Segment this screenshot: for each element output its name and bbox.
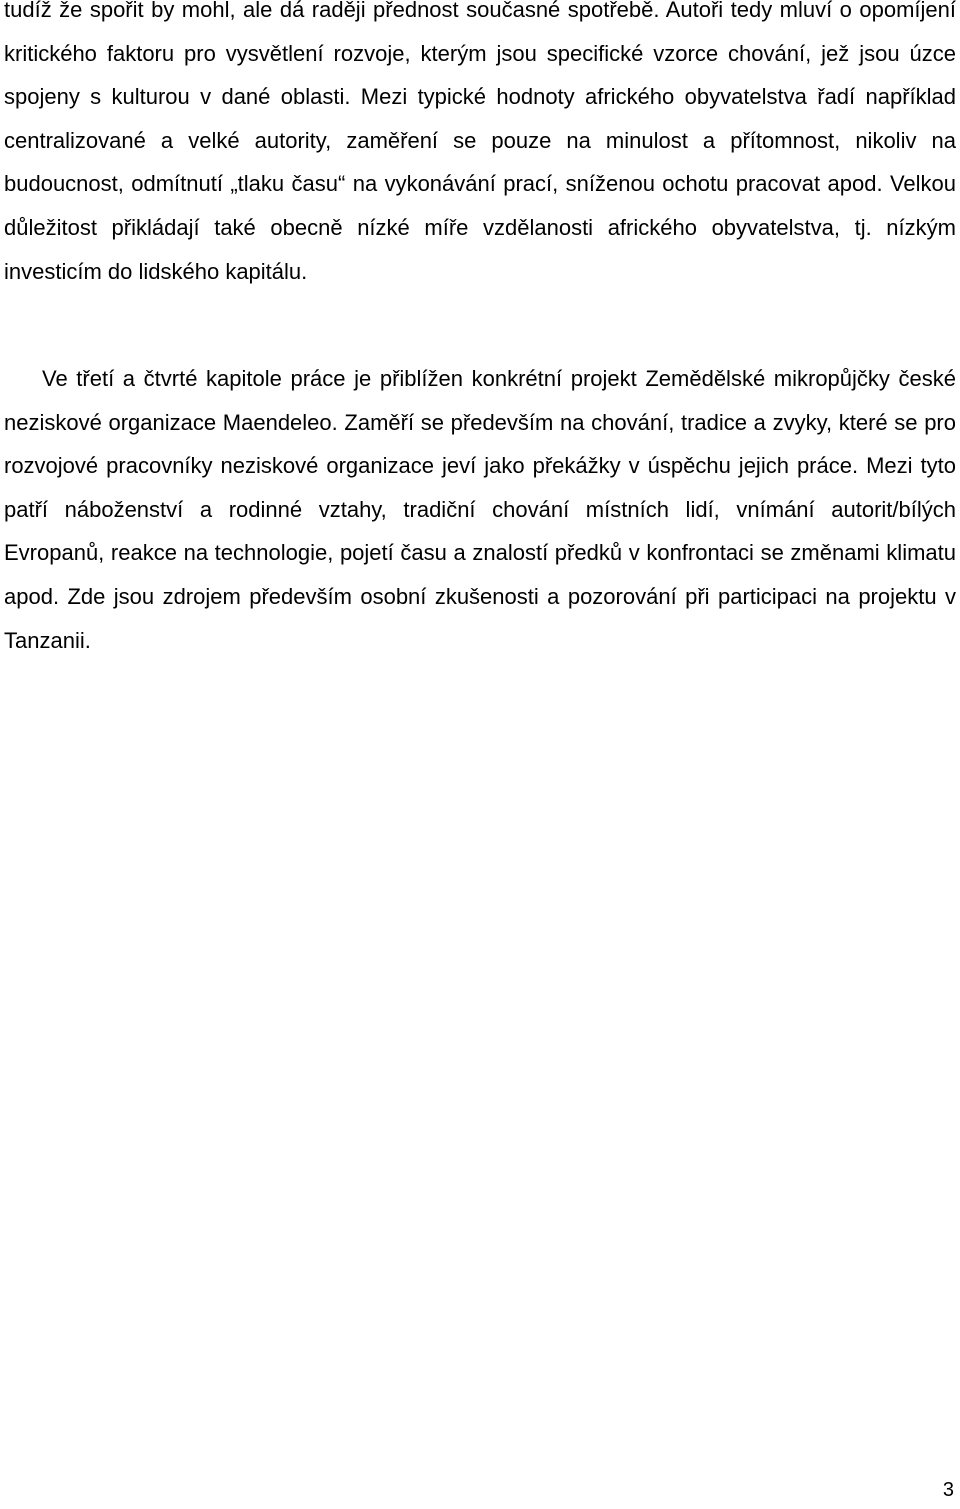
page-number: 3 xyxy=(942,1479,954,1501)
paragraph-1: tudíž že spořit by mohl, ale dá raději přednost současné spotřebě. Autoři tedy mluví o opomíjení kritického faktoru pro vysvětlení rozvoje, kterým jsou specifické vzorce chování, jež jsou úzce spojeny s kulturou v dané oblasti. Mezi typické hodnoty afrického obyvatelstva řadí například centralizované a velké autority, zaměření se pouze na minulost a přítomnost, nikoliv na budoucnost, odmítnutí „tlaku času“ na vykonávání prací, sníženou ochotu pracovat apod. Velkou důležitost přikládají také obecně nízké míře vzdělanosti afrického obyvatelstva, tj. nízkým investicím do lidského kapitálu. xyxy=(4,0,956,284)
paragraph-2: Ve třetí a čtvrté kapitole práce je přiblížen konkrétní projekt Zemědělské mikropůjčky české neziskové organizace Maendeleo. Zaměří se především na chování, tradice a zvyky, které se pro rozvojové pracovníky neziskové organizace jeví jako překážky v úspěchu jejich práce. Mezi tyto patří náboženství a rodinné vztahy, tradiční chování místních lidí, vnímání autorit/bílých Evropanů, reakce na technologie, pojetí času a znalostí předků v konfrontaci se změnami klimatu apod. Zde jsou zdrojem především osobní zkušenosti a pozorování při participaci na projektu v Tanzanii. xyxy=(4,366,956,653)
